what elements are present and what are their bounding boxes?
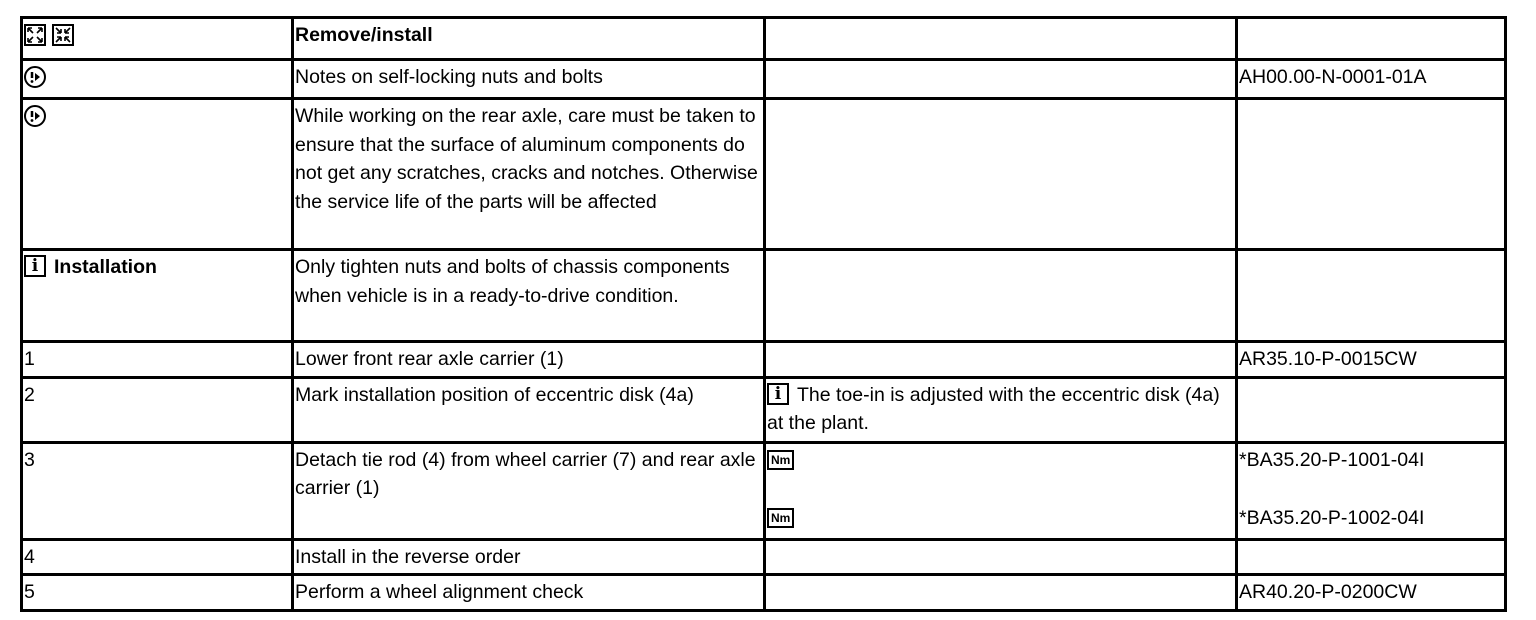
caution-icon bbox=[24, 66, 46, 88]
table-row bbox=[22, 539, 1506, 575]
info-icon: i bbox=[767, 383, 789, 405]
row-text: Install in the reverse order bbox=[293, 539, 765, 575]
step-number: 2 bbox=[22, 377, 293, 442]
row-text: While working on the rear axle, care must be taken to ensure that the surface of aluminum components do not get any scratches, cracks and notches. Otherwise the service life of the parts will be affected bbox=[293, 99, 765, 250]
header-empty-cell bbox=[765, 18, 1237, 60]
row-text: Perform a wheel alignment check bbox=[293, 575, 765, 611]
table-row bbox=[22, 60, 1506, 99]
row-reference[interactable]: *BA35.20-P-1002-04I bbox=[1239, 507, 1425, 529]
row-reference[interactable]: AR35.10-P-0015CW bbox=[1237, 342, 1506, 378]
torque-nm-icon[interactable]: Nm bbox=[767, 508, 794, 528]
collapse-icon[interactable] bbox=[52, 24, 74, 46]
expand-icon[interactable] bbox=[24, 24, 46, 46]
row-text: Only tighten nuts and bolts of chassis components when vehicle is in a ready-to-drive condition. bbox=[293, 250, 765, 342]
row-reference[interactable]: AH00.00-N-0001-01A bbox=[1237, 60, 1506, 99]
header-title: Remove/install bbox=[293, 18, 765, 60]
step-number: 3 bbox=[22, 442, 293, 539]
step-number: 5 bbox=[22, 575, 293, 611]
caution-icon bbox=[24, 105, 46, 127]
installation-label: Installation bbox=[54, 256, 157, 278]
table-row bbox=[22, 575, 1506, 611]
row-text: Detach tie rod (4) from wheel carrier (7) and rear axle carrier (1) bbox=[293, 442, 765, 539]
header-empty-cell bbox=[1237, 18, 1506, 60]
table-row bbox=[22, 342, 1506, 378]
table-row bbox=[22, 377, 1506, 442]
header-icons-cell bbox=[22, 18, 293, 60]
procedure-table bbox=[20, 16, 1507, 612]
torque-nm-icon[interactable]: Nm bbox=[767, 450, 794, 470]
step-number: 4 bbox=[22, 539, 293, 575]
header-row bbox=[22, 18, 1506, 60]
info-icon: i bbox=[24, 255, 46, 277]
row-text: Mark installation position of eccentric disk (4a) bbox=[293, 377, 765, 442]
table-row bbox=[22, 250, 1506, 342]
step-number: 1 bbox=[22, 342, 293, 378]
row-text: Lower front rear axle carrier (1) bbox=[293, 342, 765, 378]
row-note: The toe-in is adjusted with the eccentric disk (4a) at the plant. bbox=[767, 383, 1220, 434]
row-text: Notes on self-locking nuts and bolts bbox=[293, 60, 765, 99]
table-row bbox=[22, 442, 1506, 539]
row-reference[interactable]: AR40.20-P-0200CW bbox=[1237, 575, 1506, 611]
table-row bbox=[22, 99, 1506, 250]
row-reference[interactable]: *BA35.20-P-1001-04I bbox=[1239, 448, 1425, 471]
